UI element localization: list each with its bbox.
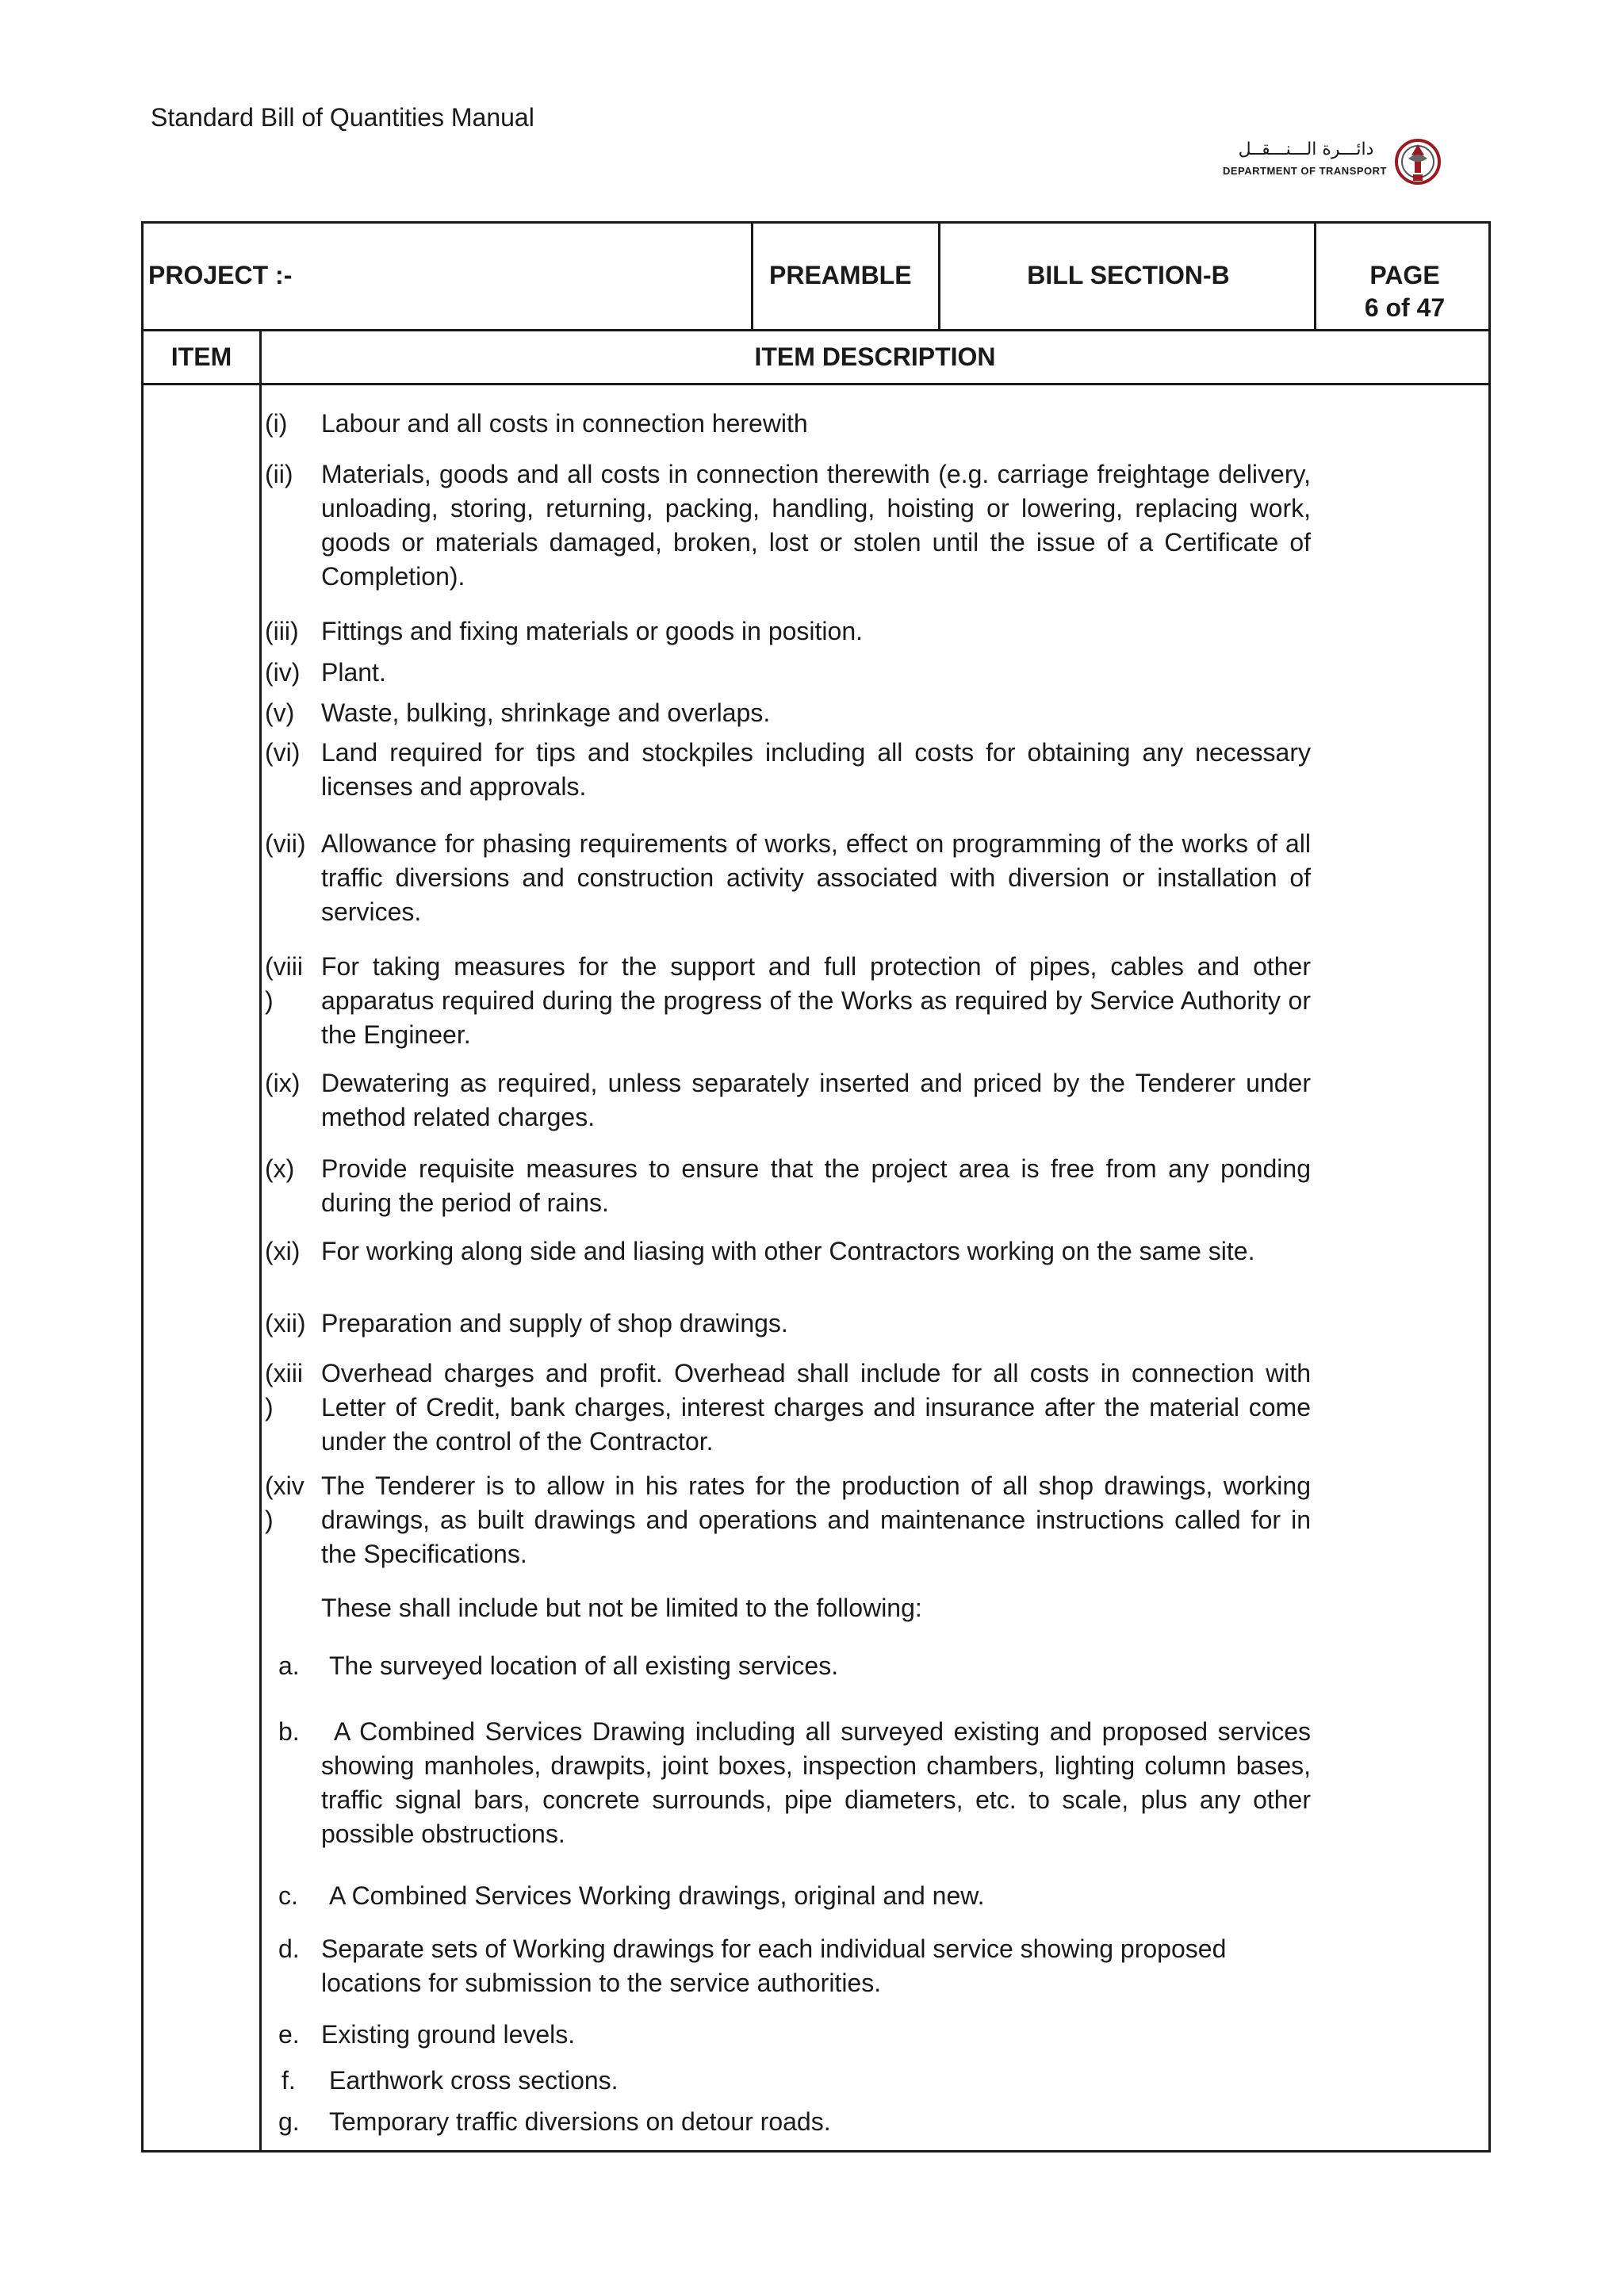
item-text: Existing ground levels. [321, 2020, 576, 2049]
item-text: Materials, goods and all costs in connection therewith (e.g. carriage freightage delivery, unloading, storing, returning, packing, handling, hoisting or lowering, replacing work, goods or materials damaged, broken, lost or stolen until the issue of a Certificate of Completion). [321, 460, 1311, 591]
preamble-cell [751, 224, 940, 329]
item-letter: f. [282, 2066, 296, 2095]
item-text: The surveyed location of all existing services. [329, 1651, 839, 1680]
item-number: (v) [265, 698, 295, 727]
item-number: (ix) [265, 1069, 301, 1097]
intro-paragraph: These shall include but not be limited to the following: [321, 1594, 922, 1622]
item-text: Separate sets of Working drawings for each individual service showing proposed locations for submission to the service authorities. [321, 1934, 1227, 1997]
bill-section-label: BILL SECTION-B [1027, 261, 1230, 289]
item-column-header: ITEM [170, 342, 232, 371]
item-text: Land required for tips and stockpiles including all costs for obtaining any necessary licenses and approvals. [321, 738, 1311, 801]
item-text: Provide requisite measures to ensure that the project area is free from any ponding during the period of rains. [321, 1154, 1311, 1217]
logo-english-text: DEPARTMENT OF TRANSPORT [1223, 165, 1387, 177]
item-letter: g. [278, 2107, 300, 2136]
page-label: PAGE [1369, 261, 1440, 289]
department-logo [1220, 127, 1442, 200]
description-column-header: ITEM DESCRIPTION [754, 342, 996, 371]
item-letter: a. [278, 1651, 300, 1680]
item-text: Earthwork cross sections. [329, 2066, 619, 2095]
item-number: (i) [265, 409, 288, 438]
manual-title: Standard Bill of Quantities Manual [151, 103, 534, 132]
item-letter: c. [278, 1881, 298, 1910]
item-number: (ii) [265, 460, 293, 488]
header-row [144, 224, 1488, 331]
preamble-label: PREAMBLE [769, 261, 912, 289]
abu-dhabi-falcon-emblem-icon [1394, 127, 1442, 197]
page-cell [1314, 224, 1493, 329]
item-column-divider [259, 331, 262, 2150]
item-number: (x) [265, 1154, 295, 1183]
item-number: (xi) [265, 1237, 301, 1265]
item-text: A Combined Services Drawing including all surveyed existing and proposed services showing manholes, drawpits, joint boxes, inspection chambers, lighting column bases, traffic signal bars, concrete surrounds, pipe diameters, etc. to scale, plus any other possible obstructions. [321, 1717, 1311, 1848]
item-text: For taking measures for the support and full protection of pipes, cables and other apparatus required during the progress of the Works as required by Service Authority or the Engineer. [321, 952, 1311, 1049]
bill-section-cell [938, 224, 1316, 329]
item-text: Fittings and fixing materials or goods in position. [321, 617, 864, 645]
column-header-row [144, 331, 1488, 385]
item-number: (vi) [265, 738, 301, 767]
item-text: Plant. [321, 658, 386, 687]
item-letter: d. [278, 1934, 300, 1963]
item-number: (viii ) [265, 952, 303, 1015]
item-text: Temporary traffic diversions on detour roads. [329, 2107, 831, 2136]
item-number: (xiv ) [265, 1471, 304, 1534]
item-number: (iii) [265, 617, 299, 645]
page-number: 6 of 47 [1364, 293, 1446, 322]
item-letter: e. [278, 2020, 300, 2049]
item-text: Allowance for phasing requirements of works, effect on programming of the works of all traffic diversions and construction activity associated with diversion or installation of services. [321, 829, 1311, 926]
item-text: Labour and all costs in connection herewith [321, 409, 808, 438]
item-letter: b. [278, 1717, 300, 1746]
item-text: For working along side and liasing with other Contractors working on the same site. [321, 1237, 1255, 1265]
item-number: (xii) [265, 1309, 306, 1337]
project-cell [144, 224, 751, 329]
item-text: Dewatering as required, unless separately inserted and priced by the Tenderer under method related charges. [321, 1069, 1311, 1131]
item-number: (xiii ) [265, 1359, 303, 1422]
item-text: Overhead charges and profit. Overhead shall include for all costs in connection with Letter of Credit, bank charges, interest charges and insurance after the material come under the control of the Contractor. [321, 1359, 1311, 1456]
item-text: Waste, bulking, shrinkage and overlaps. [321, 698, 771, 727]
item-text: Preparation and supply of shop drawings. [321, 1309, 788, 1337]
item-number: (iv) [265, 658, 301, 687]
project-label: PROJECT :- [148, 261, 293, 289]
item-number: (vii) [265, 829, 306, 858]
item-text: The Tenderer is to allow in his rates for the production of all shop drawings, working drawings, as built drawings and operations and maintenance instructions called for in the Specifications. [321, 1471, 1311, 1568]
item-text: A Combined Services Working drawings, original and new. [329, 1881, 985, 1910]
logo-arabic-text: دائـــرة الـــنـــقــل [1238, 140, 1374, 159]
